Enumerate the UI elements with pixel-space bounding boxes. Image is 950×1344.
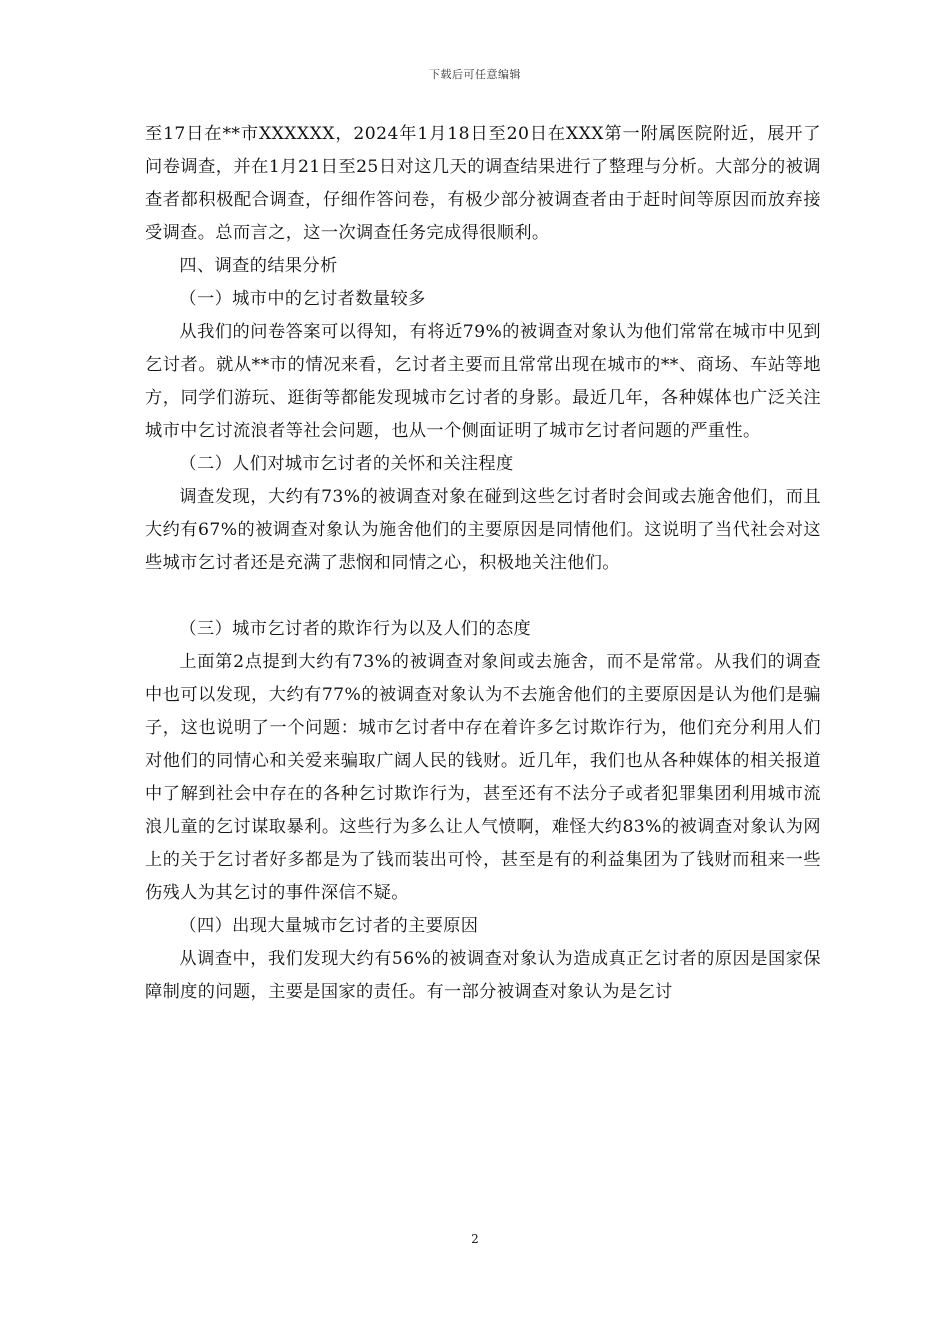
subsection-heading-3: （三）城市乞讨者的欺诈行为以及人们的态度 [179,619,532,639]
paragraph-beggar-count: 从我们的问卷答案可以得知，有将近79%的被调查对象认为他们常常在城市中见到乞讨者。就从**市的情况来看，乞讨者主要而且常常出现在城市的**、商场、车站等地方，同学们游玩、逛街等都能发现城市乞讨者的身影。最近几年，各种媒体也广泛关注城市中乞讨流浪者等社会问题，也从一个侧面证明了城市乞讨者问题的严重性。 [145,322,821,441]
paragraph-survey-process: 至17日在**市XXXXXX，2024年1月18日至20日在XXX第一附属医院附近，展开了问卷调查，并在1月21日至25日对这几天的调查结果进行了整理与分析。大部分的被调查者都积极配合调查，仔细作答问卷，有极少部分被调查者由于赶时间等原因而放弃接受调查。总而言之，这一次调查任务完成得很顺利。 [145,124,821,243]
page-number: 2 [471,1232,479,1246]
document-body [145,118,821,1009]
paragraph-public-concern: 调查发现，大约有73%的被调查对象在碰到这些乞讨者时会间或去施舍他们，而且大约有67%的被调查对象认为施舍他们的主要原因是同情他们。这说明了当代社会对这些城市乞讨者还是充满了悲悯和同情之心，积极地关注他们。 [145,487,821,573]
subsection-heading-4: （四）出现大量城市乞讨者的主要原因 [179,916,479,936]
paragraph-fraud: 上面第2点提到大约有73%的被调查对象间或去施舍，而不是常常。从我们的调查中也可以发现，大约有77%的被调查对象认为不去施舍他们的主要原因是认为他们是骗子，这也说明了一个问题：城市乞讨者中存在着许多乞讨欺诈行为，他们充分利用人们对他们的同情心和关爱来骗取广阔人民的钱财。近几年，我们也从各种媒体的相关报道中了解到社会中存在的各种乞讨欺诈行为，甚至还有不法分子或者犯罪集团利用城市流浪儿童的乞讨谋取暴利。这些行为多么让人气愤啊，难怪大约83%的被调查对象认为网上的关于乞讨者好多都是为了钱而装出可怜，甚至是有的利益集团为了钱财而租来一些伤残人为其乞讨的事件深信不疑。 [145,652,821,903]
subsection-heading-1: （一）城市中的乞讨者数量较多 [179,289,426,309]
subsection-heading-2: （二）人们对城市乞讨者的关怀和关注程度 [179,454,514,474]
section-heading-results: 四、调查的结果分析 [179,256,338,276]
page-header: 下载后可任意编辑 [429,68,521,81]
paragraph-causes: 从调查中，我们发现大约有56%的被调查对象认为造成真正乞讨者的原因是国家保障制度的问题，主要是国家的责任。有一部分被调查对象认为是乞讨 [145,949,821,1002]
paragraph-gap [145,580,821,613]
